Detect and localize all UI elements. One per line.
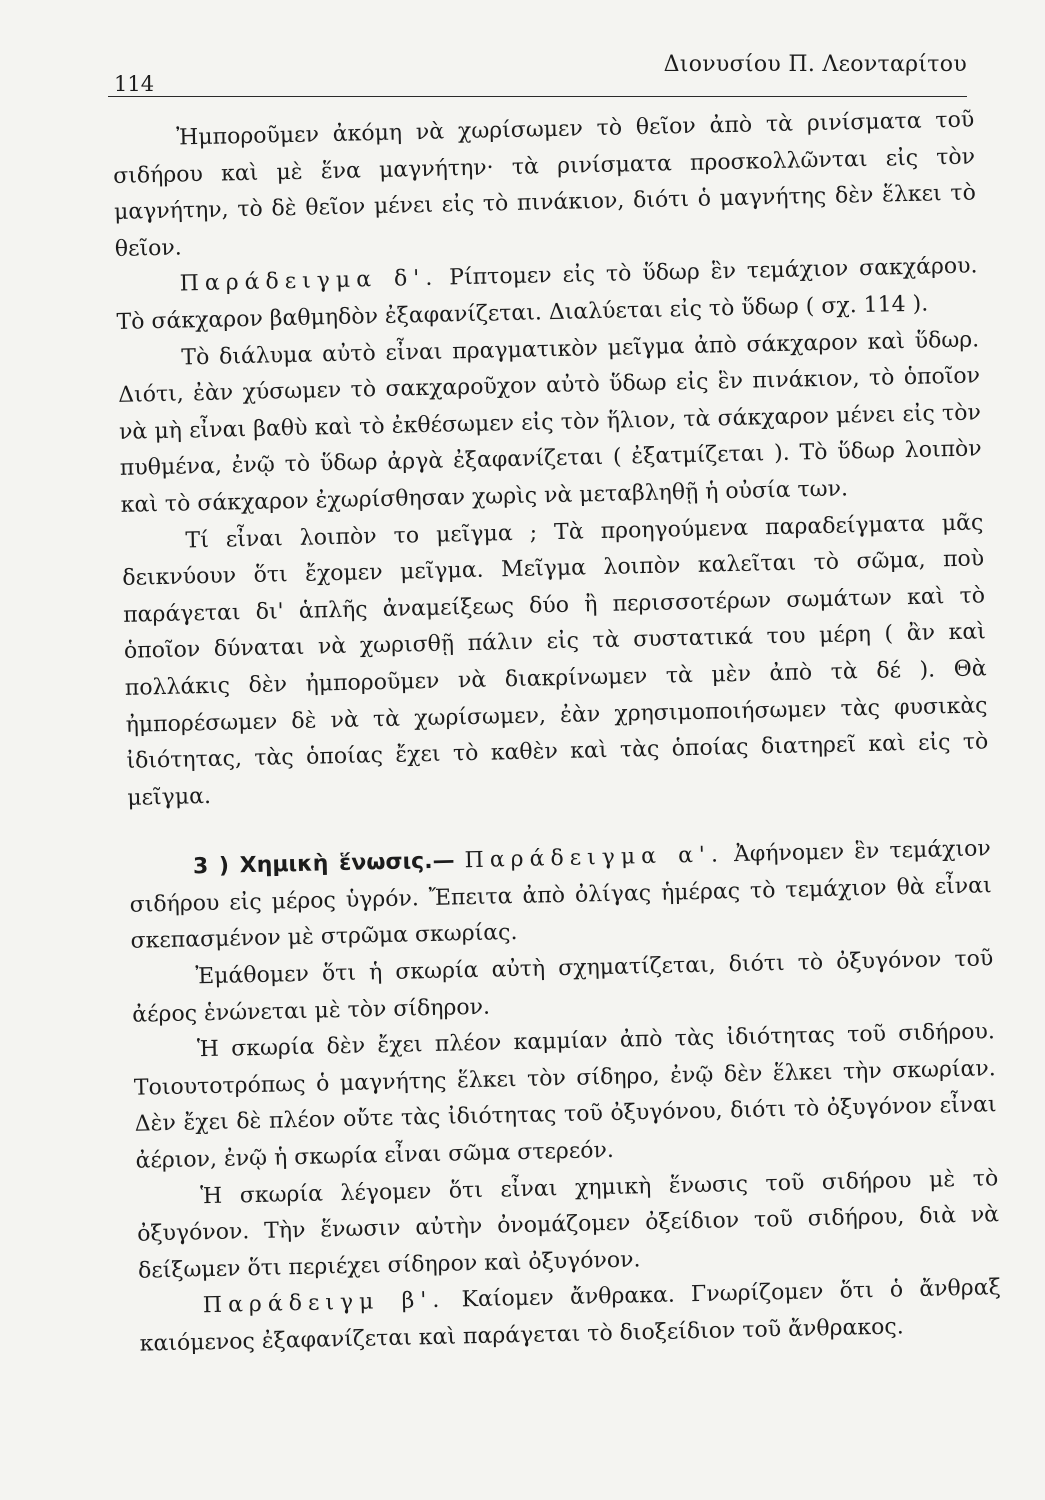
paragraph: Παράδειγμα δ'. Ρίπτομεν εἰς τὸ ὕδωρ ἓν τεμάχιον σακχάρου. Τὸ σάκχαρον βαθμηδὸν ἐξαφανίζεται. Διαλύεται εἰς τὸ ὕδωρ ( σχ. 114 ).: [116, 253, 978, 335]
example-label: Παράδειγμα α'.: [464, 842, 725, 874]
paragraph: Ἠμποροῦμεν ἀκόμη νὰ χωρίσωμεν τὸ θεῖον ἀπὸ τὰ ρινίσματα τοῦ σιδήρου καὶ μὲ ἕνα μαγνήτην· τὰ ρινίσματα προσκολλῶνται εἰς τὸν μαγνήτην, τὸ δὲ θεῖον μένει εἰς τὸ πινάκιον, διότι ὁ μαγνήτης δὲν ἕλκει τὸ θεῖον.: [112, 107, 977, 262]
section-heading: 3 ) Χημικὴ ἕνωσις.—: [192, 848, 455, 880]
page-number: 114: [114, 72, 155, 96]
paragraph: Ἐμάθομεν ὅτι ἡ σκωρία αὐτὴ σχηματίζεται, διότι τὸ ὀξυγόνον τοῦ ἀέρος ἑνώνεται μὲ τὸν σίδηρον.: [131, 946, 994, 1028]
page-header: [108, 50, 967, 97]
running-head: Διονυσίου Π. Λεονταρίτου: [663, 52, 967, 77]
paragraph: Τί εἶναι λοιπὸν το μεῖγμα ; Τὰ προηγούμενα παραδείγματα μᾶς δεικνύουν ὅτι ἔχομεν μεῖγμα. Μεῖγμα λοιπὸν καλεῖται τὸ σῶμα, ποὺ παράγεται δι' ἁπλῆς ἀναμείξεως δύο ἢ περισσοτέρων σωμάτων καὶ τὸ ὁποῖον δύναται νὰ χωρισθῇ πάλιν εἰς τὰ συστατικά του μέρη ( ἂν καὶ πολλάκις δὲν ἠμποροῦμεν νὰ διακρίνωμεν τὰ μὲν ἀπὸ τὰ δέ ). Θὰ ἠμπορέσωμεν δὲ νὰ τὰ χωρίσωμεν, ἐὰν χρησιμοποιήσωμεν τὰς φυσικὰς ἰδιότητας, τὰς ὁποίας ἔχει τὸ καθὲν καὶ τὰς ὁποίας διατηρεῖ καὶ εἰς τὸ μεῖγμα.: [122, 509, 989, 811]
paragraph: Ἡ σκωρία δὲν ἔχει πλέον καμμίαν ἀπὸ τὰς ἰδιότητας τοῦ σιδήρου. Τοιουτοτρόπως ὁ μαγνήτης ἕλκει τὸν σίδηρο, ἐνῷ δὲν ἕλκει τὴν σκωρίαν. Δὲν ἔχει δὲ πλέον οὔτε τὰς ἰδιότητας τοῦ ὀξυγόνου, διότι τὸ ὀξυγόνον εἶναι ἀέριον, ἐνῷ ἡ σκωρία εἶναι σῶμα στερεόν.: [133, 1019, 997, 1174]
paragraph: Τὸ διάλυμα αὐτὸ εἶναι πραγματικὸν μεῖγμα ἀπὸ σάκχαρον καὶ ὕδωρ. Διότι, ἐὰν χύσωμεν τὸ σακχαροῦχον αὐτὸ ὕδωρ εἰς ἓν πινάκιον, τὸ ὁποῖον νὰ μὴ εἶναι βαθὺ καὶ τὸ ἐκθέσωμεν εἰς τὸν ἥλιον, τὰ σάκχαρον μένει εἰς τὸν πυθμένα, ἐνῷ τὸ ὕδωρ ἀργὰ ἐξαφανίζεται ( ἐξατμίζεται ). Τὸ ὕδωρ λοιπὸν καὶ τὸ σάκχαρον ἐχωρίσθησαν χωρὶς νὰ μεταβληθῇ ἡ οὐσία των.: [117, 326, 982, 518]
body-text: [112, 102, 1002, 1363]
paragraph: Παράδειγμ β'. Καίομεν ἄνθρακα. Γνωρίζομεν ὅτι ὁ ἄνθραξ καιόμενος ἐξαφανίζεται καὶ παράγεται τὸ διοξείδιον τοῦ ἄνθρακος.: [139, 1275, 1001, 1357]
example-label: Παράδειγμα δ'.: [179, 266, 439, 297]
example-label: Παράδειγμ β'.: [202, 1288, 446, 1319]
paragraph: 3 ) Χημικὴ ἕνωσις.— Παράδειγμα α'. Ἀφήνομεν ἓν τεμάχιον σιδήρου εἰς μέρος ὑγρόν. Ἔπειτα ἀπὸ ὀλίγας ἡμέρας τὸ τεμάχιον θὰ εἶναι σκεπασμένον μὲ στρῶμα σκωρίας.: [129, 836, 992, 955]
paragraph: Ἡ σκωρία λέγομεν ὅτι εἶναι χημικὴ ἕνωσις τοῦ σιδήρου μὲ τὸ ὀξυγόνον. Τὴν ἕνωσιν αὐτὴν ὀνομάζομεν ὀξείδιον τοῦ σιδήρου, διὰ νὰ δείξωμεν ὅτι περιέχει σίδηρον καὶ ὀξυγόνον.: [136, 1165, 1000, 1284]
